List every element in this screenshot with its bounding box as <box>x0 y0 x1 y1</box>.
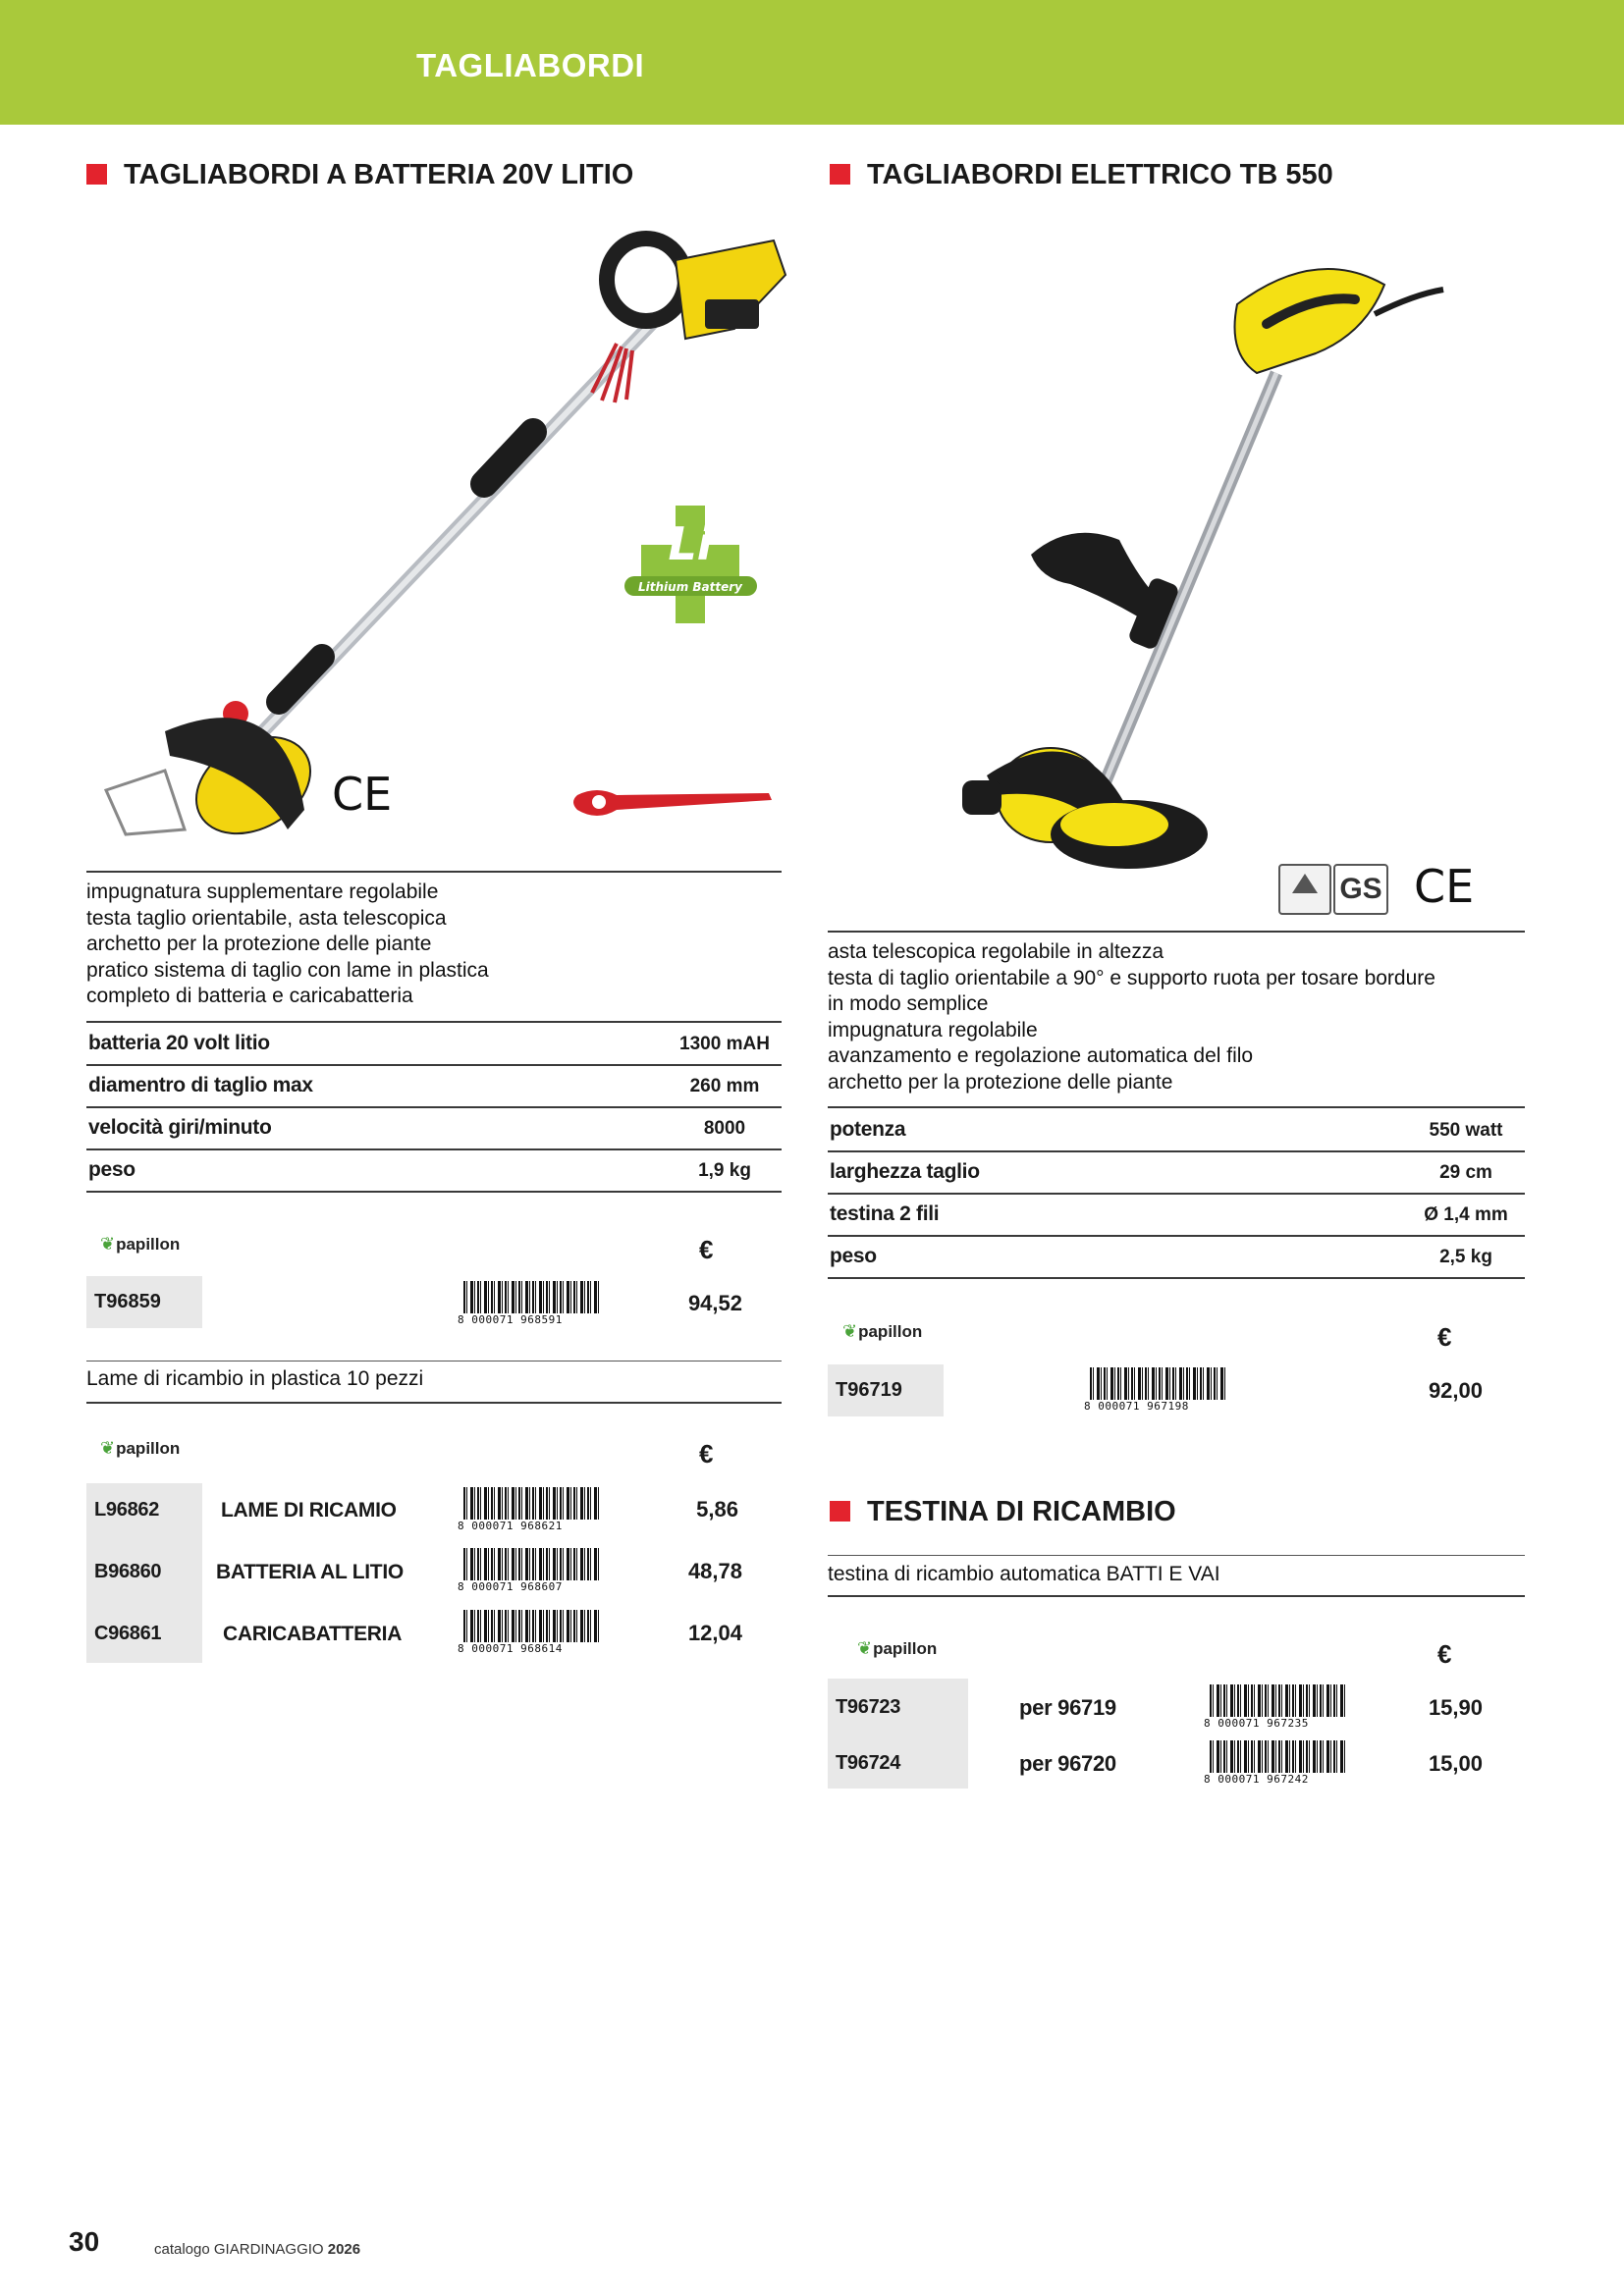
ce-mark: CE <box>332 768 393 821</box>
catalog-year: 2026 <box>327 2241 361 2258</box>
barcode-bars <box>1210 1740 1347 1774</box>
product-price: 94,52 <box>687 1291 742 1315</box>
spec-value: 1,9 kg <box>698 1160 751 1181</box>
divider <box>86 1402 782 1404</box>
desc-line: avanzamento e regolazione automatica del filo <box>828 1044 1254 1067</box>
desc-line: testa taglio orientabile, asta telescopica <box>86 906 447 930</box>
barcode-bars <box>463 1487 601 1521</box>
barcode <box>458 1548 601 1593</box>
product-code: T96859 <box>86 1276 202 1328</box>
leaf-icon: ❦ <box>100 1234 116 1254</box>
red-square-icon <box>830 164 850 185</box>
barcode <box>458 1487 601 1532</box>
spare-head-description: testina di ricambio automatica BATTI E VAI <box>828 1563 1220 1585</box>
lithium-badge-subtext: Lithium Battery <box>638 580 742 594</box>
spare-name: BATTERIA AL LITIO <box>216 1561 404 1583</box>
currency-symbol: € <box>1437 1639 1452 1669</box>
divider <box>86 871 782 873</box>
currency-symbol: € <box>699 1235 714 1264</box>
electric-trimmer-description <box>828 939 1435 1095</box>
spec-value: 29 cm <box>1439 1162 1492 1183</box>
spec-value: 8000 <box>703 1118 746 1139</box>
section-title-battery-trimmer <box>86 159 633 191</box>
red-square-icon <box>86 164 107 185</box>
currency-symbol: € <box>699 1439 714 1468</box>
divider <box>828 1555 1525 1556</box>
spec-row <box>828 1195 1525 1237</box>
gs-mark: GS <box>1333 864 1388 915</box>
certification-mark-icon <box>1278 864 1331 915</box>
divider <box>828 1595 1525 1597</box>
spec-row <box>828 1110 1525 1152</box>
barcode-number: 8 000071 968614 <box>458 1642 601 1655</box>
spare-code: B96860 <box>94 1561 162 1582</box>
page-title: TAGLIABORDI <box>416 47 645 83</box>
spare-code: C96861 <box>94 1623 162 1644</box>
spares-title: Lame di ricambio in plastica 10 pezzi <box>86 1367 424 1390</box>
electric-trimmer-image <box>943 245 1532 923</box>
spare-price: 12,04 <box>687 1621 742 1645</box>
desc-line: asta telescopica regolabile in altezza <box>828 940 1164 963</box>
spare-name: LAME DI RICAMIO <box>221 1499 397 1522</box>
ce-mark: CE <box>1414 860 1475 913</box>
spec-row <box>86 1024 782 1066</box>
header-bar <box>0 0 1624 125</box>
spare-code: L96862 <box>94 1499 160 1521</box>
spec-label: batteria 20 volt litio <box>88 1032 270 1054</box>
battery-trimmer-image <box>86 221 793 864</box>
head-price: 15,90 <box>1428 1695 1483 1720</box>
leaf-icon: ❦ <box>857 1638 873 1658</box>
lithium-badge-text: Li <box>668 517 713 570</box>
desc-line: pratico sistema di taglio con lame in plastica <box>86 958 489 982</box>
desc-line: impugnatura supplementare regolabile <box>86 881 439 903</box>
barcode-bars <box>463 1610 601 1643</box>
section-title-text: TAGLIABORDI A BATTERIA 20V LITIO <box>124 159 634 190</box>
catalog-word: catalogo <box>154 2241 210 2258</box>
desc-line: testa di taglio orientabile a 90° e supporto ruota per tosare bordure <box>828 966 1435 989</box>
spare-price: 5,86 <box>696 1497 738 1522</box>
papillon-logo: ❦papillon <box>857 1638 938 1658</box>
barcode-number: 8 000071 967198 <box>1084 1400 1227 1413</box>
head-compatibility: per 96720 <box>1019 1751 1116 1776</box>
spec-row <box>86 1108 782 1150</box>
spare-name: CARICABATTERIA <box>223 1623 403 1645</box>
barcode-number: 8 000071 968591 <box>458 1313 601 1326</box>
barcode <box>458 1610 601 1655</box>
spec-row <box>828 1237 1525 1279</box>
spec-label: testina 2 fili <box>830 1202 940 1225</box>
section-title-text: TESTINA DI RICAMBIO <box>867 1496 1176 1527</box>
spec-value: 1300 mAH <box>679 1034 770 1054</box>
barcode-number: 8 000071 968607 <box>458 1580 601 1593</box>
barcode-bars <box>463 1548 601 1581</box>
spec-value: Ø 1,4 mm <box>1424 1204 1508 1225</box>
spec-label: velocità giri/minuto <box>88 1116 272 1139</box>
leaf-icon: ❦ <box>100 1438 116 1458</box>
spec-value: 550 watt <box>1429 1120 1503 1141</box>
spec-row <box>86 1150 782 1193</box>
spec-value: 2,5 kg <box>1439 1247 1492 1267</box>
catalog-name: GIARDINAGGIO <box>213 2241 324 2258</box>
barcode <box>458 1281 601 1326</box>
section-title-text: TAGLIABORDI ELETTRICO TB 550 <box>867 159 1333 190</box>
spec-label: peso <box>830 1245 877 1267</box>
red-square-icon <box>830 1501 850 1522</box>
divider <box>86 1021 782 1023</box>
barcode-bars <box>1210 1684 1347 1718</box>
product-price: 92,00 <box>1428 1378 1483 1403</box>
head-code: T96723 <box>836 1696 901 1718</box>
spec-value: 260 mm <box>689 1076 760 1096</box>
product-code: T96719 <box>828 1364 944 1416</box>
section-title-electric-trimmer <box>830 159 1333 191</box>
papillon-logo: ❦papillon <box>100 1234 181 1254</box>
barcode-bars <box>463 1281 601 1314</box>
barcode-number: 8 000071 967235 <box>1204 1717 1347 1730</box>
barcode <box>1084 1367 1227 1413</box>
head-compatibility: per 96719 <box>1019 1695 1116 1720</box>
desc-line: impugnatura regolabile <box>828 1018 1038 1041</box>
barcode <box>1204 1684 1347 1730</box>
leaf-icon: ❦ <box>842 1321 858 1341</box>
spec-label: peso <box>88 1158 135 1181</box>
divider <box>828 1106 1525 1108</box>
barcode <box>1204 1740 1347 1786</box>
section-title-spare-head <box>830 1496 1176 1528</box>
spec-row <box>828 1152 1525 1195</box>
catalog-label <box>154 2241 360 2258</box>
currency-symbol: € <box>1437 1322 1452 1352</box>
divider <box>828 931 1525 933</box>
papillon-logo: ❦papillon <box>100 1438 181 1458</box>
page-number: 30 <box>69 2226 100 2257</box>
spare-price: 48,78 <box>687 1559 742 1583</box>
spec-label: larghezza taglio <box>830 1160 980 1183</box>
head-price: 15,00 <box>1428 1751 1483 1776</box>
desc-line: completo di batteria e caricabatteria <box>86 985 413 1007</box>
barcode-number: 8 000071 968621 <box>458 1520 601 1532</box>
spec-label: diamentro di taglio max <box>88 1074 313 1096</box>
papillon-logo: ❦papillon <box>842 1321 923 1341</box>
head-code: T96724 <box>836 1752 901 1774</box>
barcode-number: 8 000071 967242 <box>1204 1773 1347 1786</box>
battery-trimmer-description <box>86 880 489 1010</box>
barcode-bars <box>1090 1367 1227 1401</box>
spec-row <box>86 1066 782 1108</box>
divider <box>86 1361 782 1362</box>
desc-line: in modo semplice <box>828 992 989 1015</box>
desc-line: archetto per la protezione delle piante <box>828 1070 1173 1094</box>
spec-label: potenza <box>830 1118 906 1141</box>
desc-line: archetto per la protezione delle piante <box>86 933 432 955</box>
